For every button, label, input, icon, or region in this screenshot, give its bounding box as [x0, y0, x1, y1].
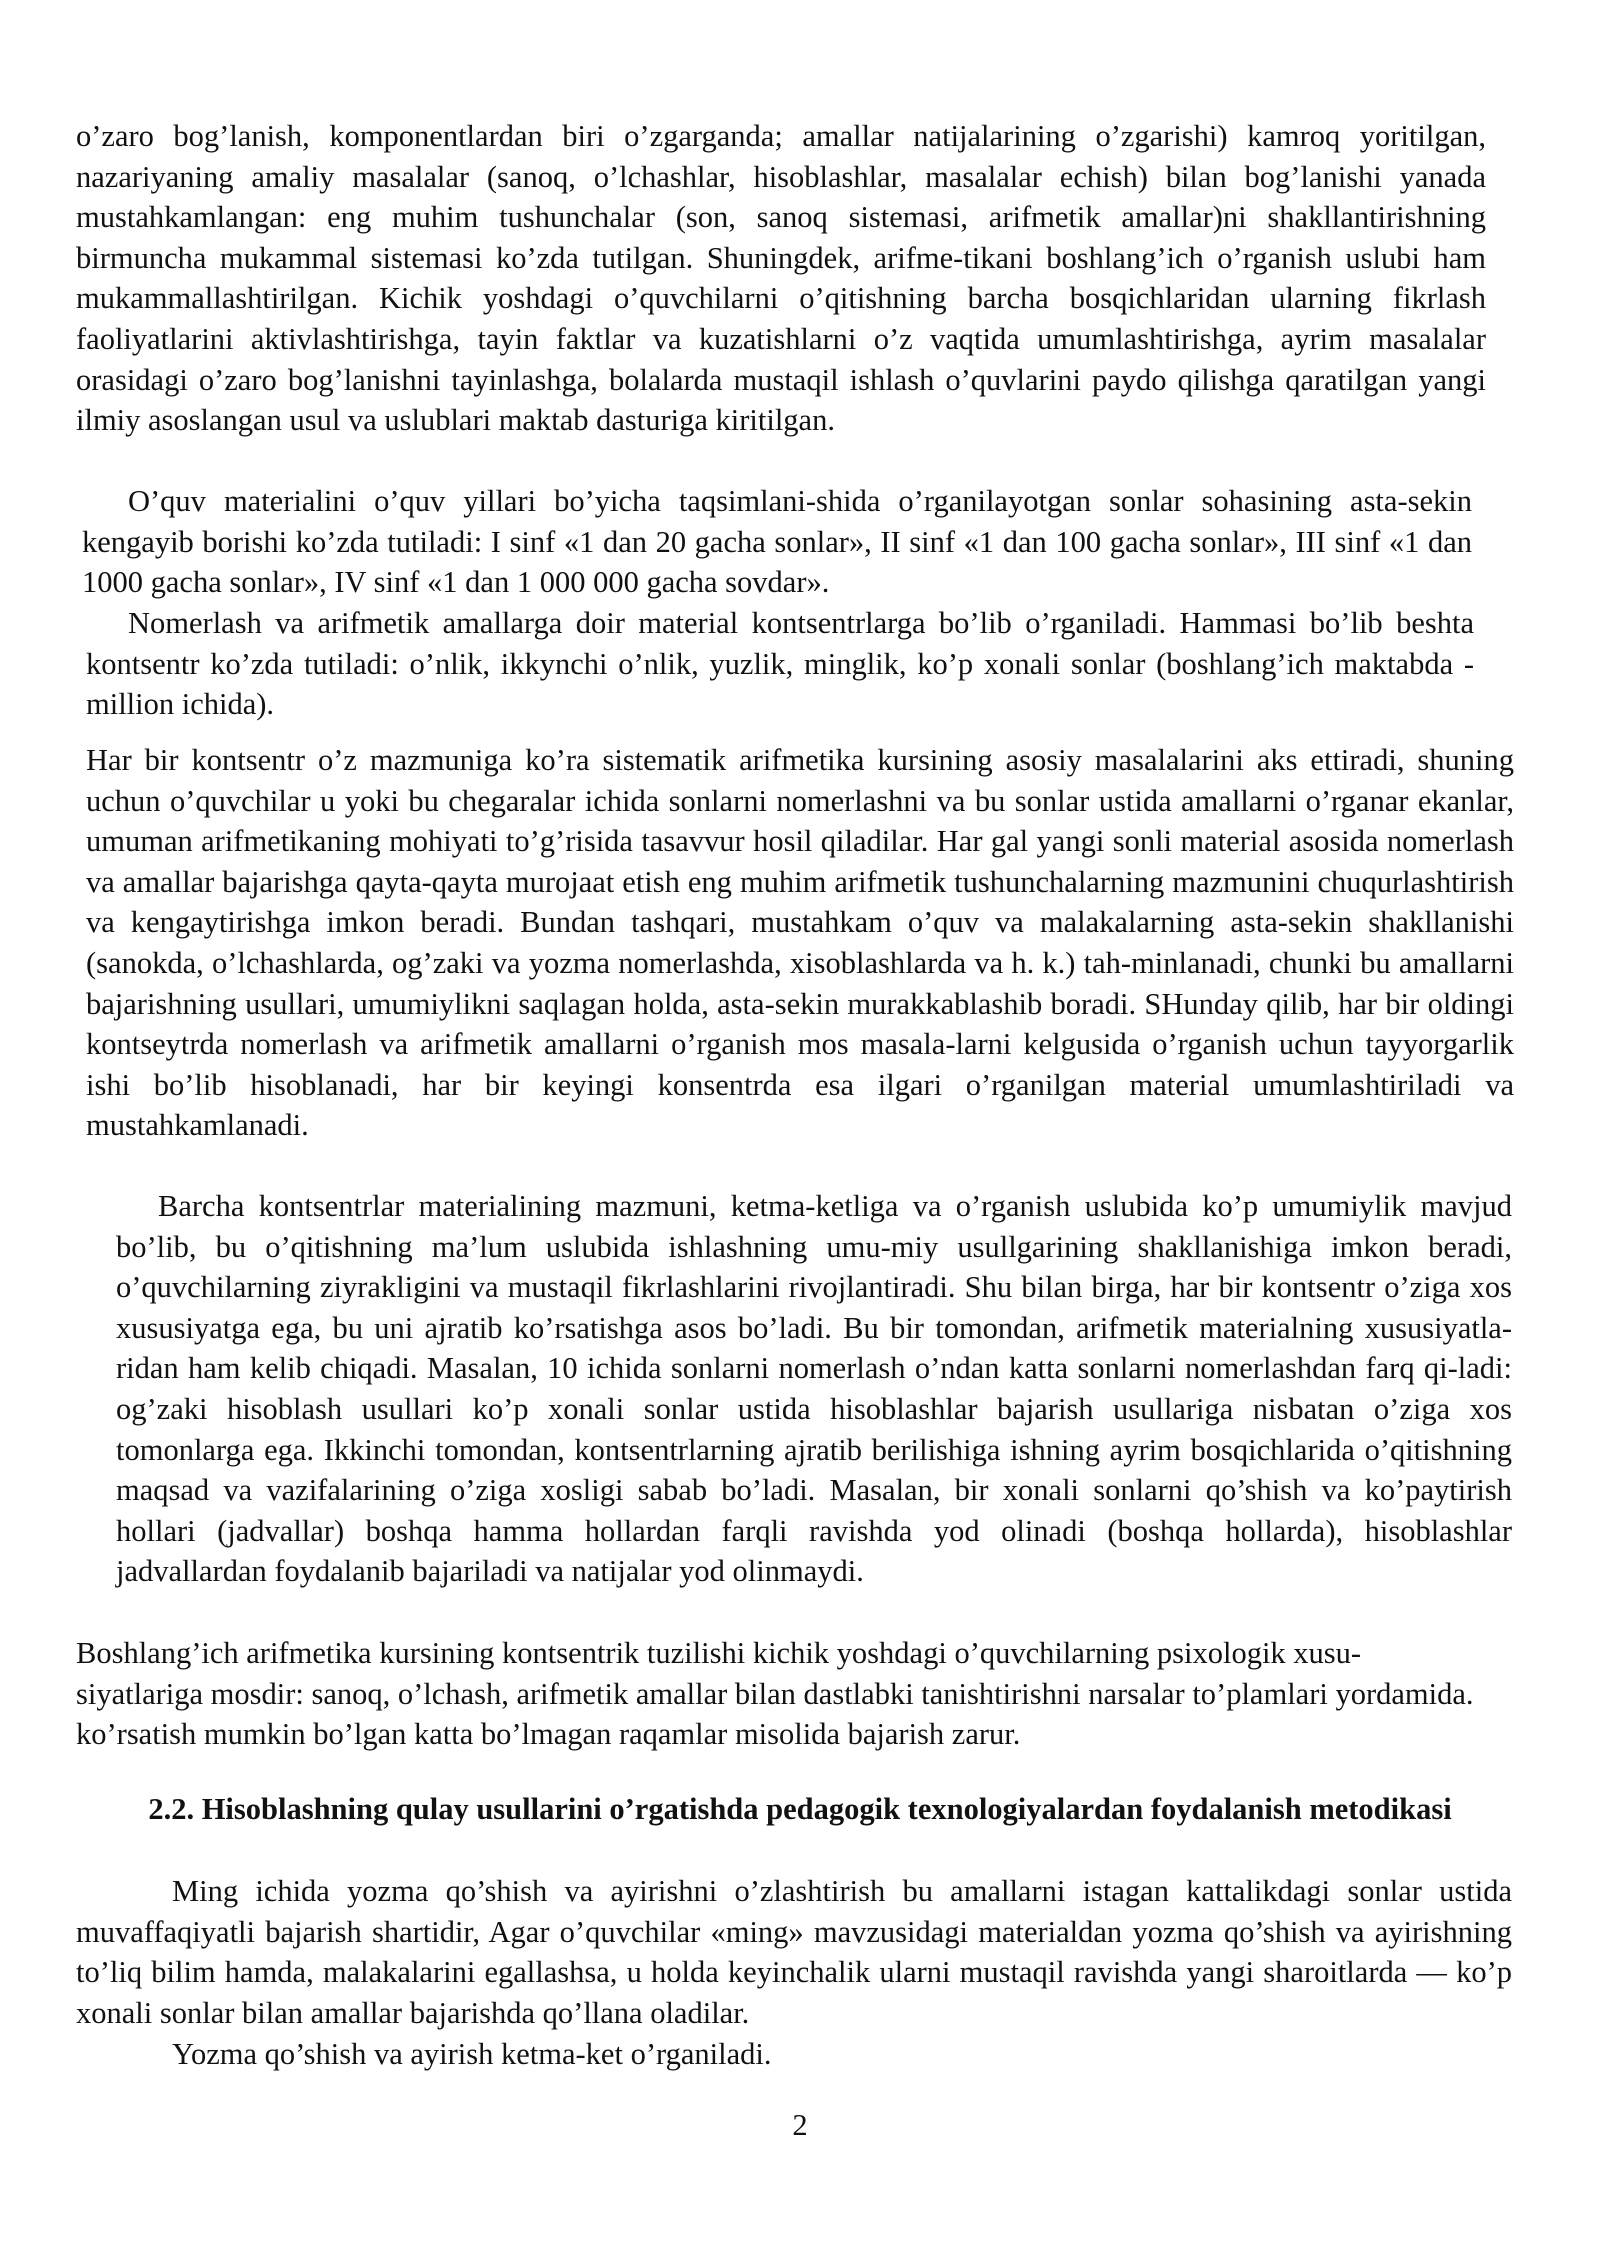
section-heading: 2.2. Hisoblashning qulay usullarini o’rgatishda pedagogik texnologiyalardan foydalanish metodikasi [148, 1792, 1452, 1826]
paragraph-sequence: Yozma qo’shish va ayirish ketma-ket o’rganiladi. [172, 2037, 772, 2071]
paragraph-concept-systems: o’zaro bog’lanish, komponentlardan biri o’zgarganda; amallar natijalarining o’zgarishi) kamroq yoritilgan, nazariyaning amaliy masalalar (sanoq, o’lchashlar, hisoblashlar, masalalar echish) bilan bog’lanishi yanada mustahkamlangan: eng muhim tushunchalar (son, sanoq sistemasi, arifmetik amallar)ni shakllantirishning birmuncha mukammal sistemasi ko’zda tutilgan. Shuningdek, arifme-tikani boshlang’ich o’rganish uslubi ham mukammallashtirilgan. Kichik yoshdagi o’quvchilarni o’qitishning barcha bosqichlaridan ularning fikrlash faoliyatlarini aktivlashtirishga, tayin faktlar va kuzatishlarni o’z vaqtida umumlashtirishga, ayrim masalalar orasidagi o’zaro bog’lanishni tayinlashga, bolalarda mustaqil ishlash o’quvlarini paydo qilishga qaratilgan yangi ilmiy asoslangan usul va uslublari maktab dasturiga kiritilgan. [76, 119, 1486, 438]
paragraph-common-features: Barcha kontsentrlar materialining mazmuni, ketma-ketliga va o’rganish uslubida ko’p umumiylik mavjud bo’lib, bu o’qitishning ma’lum uslubida ishlashning umu-miy usullgarining shakllanishiga imkon beradi, o’quvchilarning ziyrakligini va mustaqil fikrlashlarini rivojlantiradi. Shu bilan birga, har bir kontsentr o’ziga xos xususiyatga ega, bu uni ajratib ko’rsatishga asos bo’ladi. Bu bir tomondan, arifmetik materialning xususiyatla-ridan ham kelib chiqadi. Masalan, 10 ichida sonlarni nomerlash o’ndan katta sonlarni nomerlashdan farq qi-ladi: og’zaki hisoblash usullari ko’p xonali sonlar ustida hisoblashlar bajarish usullariga nisbatan o’ziga xos tomonlarga ega. Ikkinchi tomondan, kontsentrlarning ajratib berilishiga ishning ayrim bosqichlarida o’qitishning maqsad va vazifalarining o’ziga xosligi sabab bo’ladi. Masalan, bir xonali sonlarni qo’shish va ko’paytirish hollari (jadvallar) boshqa hamma hollardan farqli ravishda yod olinadi (boshqa hollarda), hisoblashlar jadvallardan foydalanib bajariladi va natijalar yod olinmaydi. [116, 1189, 1512, 1589]
paragraph-each-concentr: Har bir kontsentr o’z mazmuniga ko’ra sistematik arifmetika kursining asosiy masalalarini aks ettiradi, shuning uchun o’quvchilar u yoki bu chegaralar ichida sonlarni nomerlashni va bu sonlar ustida amallarni o’rganar ekanlar, umuman arifmetikaning mohiyati to’g’risida tasavvur hosil qiladilar. Har gal yangi sonli material asosida nomerlash va amallar bajarishga qayta-qayta murojaat etish eng muhim arifmetik tushunchalarning mazmunini chuqurlashtirish va kengaytirishga imkon beradi. Bundan tashqari, mustahkam o’quv va malakalarning asta-sekin shakllanishi (sanokda, o’lchashlarda, og’zaki va yozma nomerlashda, xisoblashlarda va h. k.) tah-minlanadi, chunki bu amallarni bajarishning usullari, umumiylikni saqlagan holda, asta-sekin murakkablashib boradi. SHunday qilib, har bir oldingi kontseytrda nomerlash va arifmetik amallarni o’rganish mos masala-larni kelgusida o’rganish uchun tayyorgarlik ishi bo’lib hisoblanadi, har bir keyingi konsentrda esa ilgari o’rganilgan material umumlashtiriladi va mustahkamlanadi. [86, 743, 1514, 1143]
paragraph-concentrs: Nomerlash va arifmetik amallarga doir material kontsentrlarga bo’lib o’rganiladi. Hammasi bo’lib beshta kontsentr ko’zda tutiladi: o’nlik, ikkynchi o’nlik, yuzlik, minglik, ko’p xonali sonlar (boshlang’ich maktabda - million ichida). [86, 606, 1474, 722]
paragraph-concentric-structure: Boshlang’ich arifmetika kursining kontsentrik tuzilishi kichik yoshdagi o’quvchilarning psixologik xususiyatlariga mosdir: sanoq, o’lchash, arifmetik amallar bilan dastlabki tanishtirishni narsalar to’plamlari yordamida. ko’rsatish mumkin bo’lgan katta bo’lmagan raqamlar misolida bajarish zarur. [76, 1636, 1474, 1752]
paragraph-written-addition: Ming ichida yozma qo’shish va ayirishni o’zlashtirish bu amallarni istagan kattalikdagi sonlar ustida muvaffaqiyatli bajarish shartidir, Agar o’quvchilar «ming» mavzusidagi materialdan yozma qo’shish va ayirishning to’liq bilim hamda, malakalarini egallashsa, u holda keyinchalik ularni mustaqil ravishda yangi sharoitlarda — ko’p xonali sonlar bilan amallar bajarishda qo’llana oladilar. [76, 1874, 1512, 2030]
paragraph-study-years: O’quv materialini o’quv yillari bo’yicha taqsimlani-shida o’rganilayotgan sonlar sohasining asta-sekin kengayib borishi ko’zda tutiladi: I sinf «1 dan 20 gacha sonlar», II sinf «1 dan 100 gacha sonlar», III sinf «1 dan 1000 gacha sonlar», IV sinf «1 dan 1 000 000 gacha sovdar». [82, 484, 1472, 600]
page-number: 2 [792, 2108, 808, 2142]
